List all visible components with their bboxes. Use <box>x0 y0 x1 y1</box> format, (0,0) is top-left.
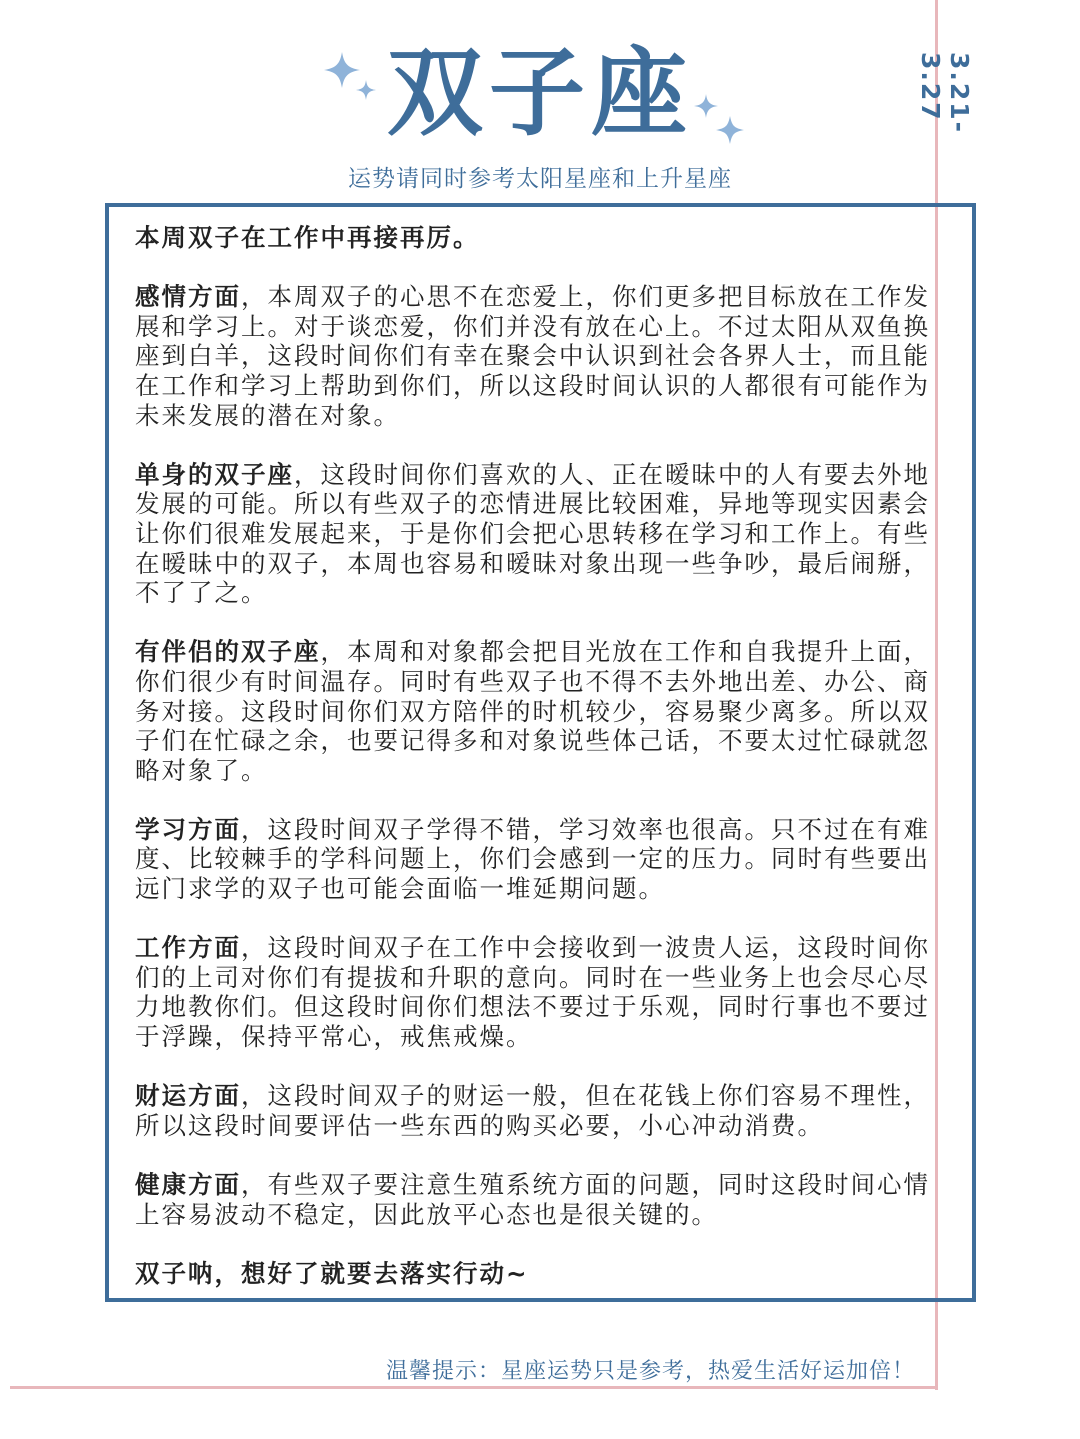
closing-text: 双子呐，想好了就要去落实行动~ <box>135 1258 529 1288</box>
section-text: ，有些双子要注意生殖系统方面的问题，同时这段时间心情上容易波动不稳定，因此放平心态也是很关键的。 <box>135 1170 930 1229</box>
section-heading: 单身的双子座 <box>135 459 294 489</box>
section-heading: 健康方面 <box>135 1170 241 1199</box>
section-text: ，这段时间双子学得不错，学习效率也很高。只不过在有难度、比较棘手的学科问题上，你们会感到一定的压力。同时有些要出远门求学的双子也可能会面临一堆延期问题。 <box>135 814 930 904</box>
footer-tip: 温馨提示：星座运势只是参考，热爱生活好运加倍！ <box>385 1359 915 1384</box>
section-text: ，本周和对象都会把目光放在工作和自我提升上面，你们很少有时间温存。同时有些双子也不得不去外地出差、办公、商务对接。这段时间你们双方陪伴的时机较少，容易聚少离多。所以双子们在忙碌之余，也要记得多和对象说些体己话，不要太过忙碌就忽略对象了。 <box>135 637 930 785</box>
section-wealth <box>135 1081 950 1140</box>
pink-horizontal-divider <box>10 1386 938 1389</box>
page-subtitle: 运势请同时参考太阳星座和上升星座 <box>348 166 732 192</box>
section-single <box>135 460 950 608</box>
section-heading: 财运方面 <box>135 1081 241 1111</box>
section-text: ，本周双子的心思不在恋爱上，你们更多把目标放在工作发展和学习上。对于谈恋爱，你们并没有放在心上。不过太阳从双鱼换座到白羊，这段时间你们有幸在聚会中认识到社会各界人士，而且能在工作和学习上帮助到你们，所以这段时间认识的人都很有可能作为未来发展的潜在对象。 <box>135 282 930 430</box>
section-heading: 工作方面 <box>135 933 241 963</box>
horoscope-content-box <box>105 203 976 1302</box>
section-health <box>135 1170 950 1229</box>
intro-text: 本周双子在工作中再接再厉。 <box>135 223 480 252</box>
date-range: 3.21-3.27 <box>916 52 974 135</box>
section-study <box>135 815 950 904</box>
section-love <box>135 282 950 430</box>
section-heading: 有伴侣的双子座 <box>135 637 321 667</box>
section-heading: 感情方面 <box>135 282 241 312</box>
section-text: ，这段时间你们喜欢的人、正在暧昧中的人有要去外地发展的可能。所以有些双子的恋情进展比较困难，异地等现实因素会让你们很难发展起来，于是你们会把心思转移在学习和工作上。有些在暧昧中的双子，本周也容易和暧昧对象出现一些争吵，最后闹掰，不了了之。 <box>135 459 930 608</box>
section-heading: 学习方面 <box>135 814 241 844</box>
section-text: ，这段时间双子在工作中会接收到一波贵人运，这段时间你们的上司对你们有提拔和升职的意向。同时在一些业务上也会尽心尽力地教你们。但这段时间你们想法不要过于乐观，同时行事也不要过于浮躁，保持平常心，戒焦戒燥。 <box>135 933 930 1052</box>
section-text: ，这段时间双子的财运一般，但在花钱上你们容易不理性，所以这段时间要评估一些东西的购买必要，小心冲动消费。 <box>135 1081 930 1140</box>
section-work <box>135 933 950 1051</box>
section-partnered <box>135 637 950 785</box>
page-title: 双子座 <box>387 37 693 149</box>
